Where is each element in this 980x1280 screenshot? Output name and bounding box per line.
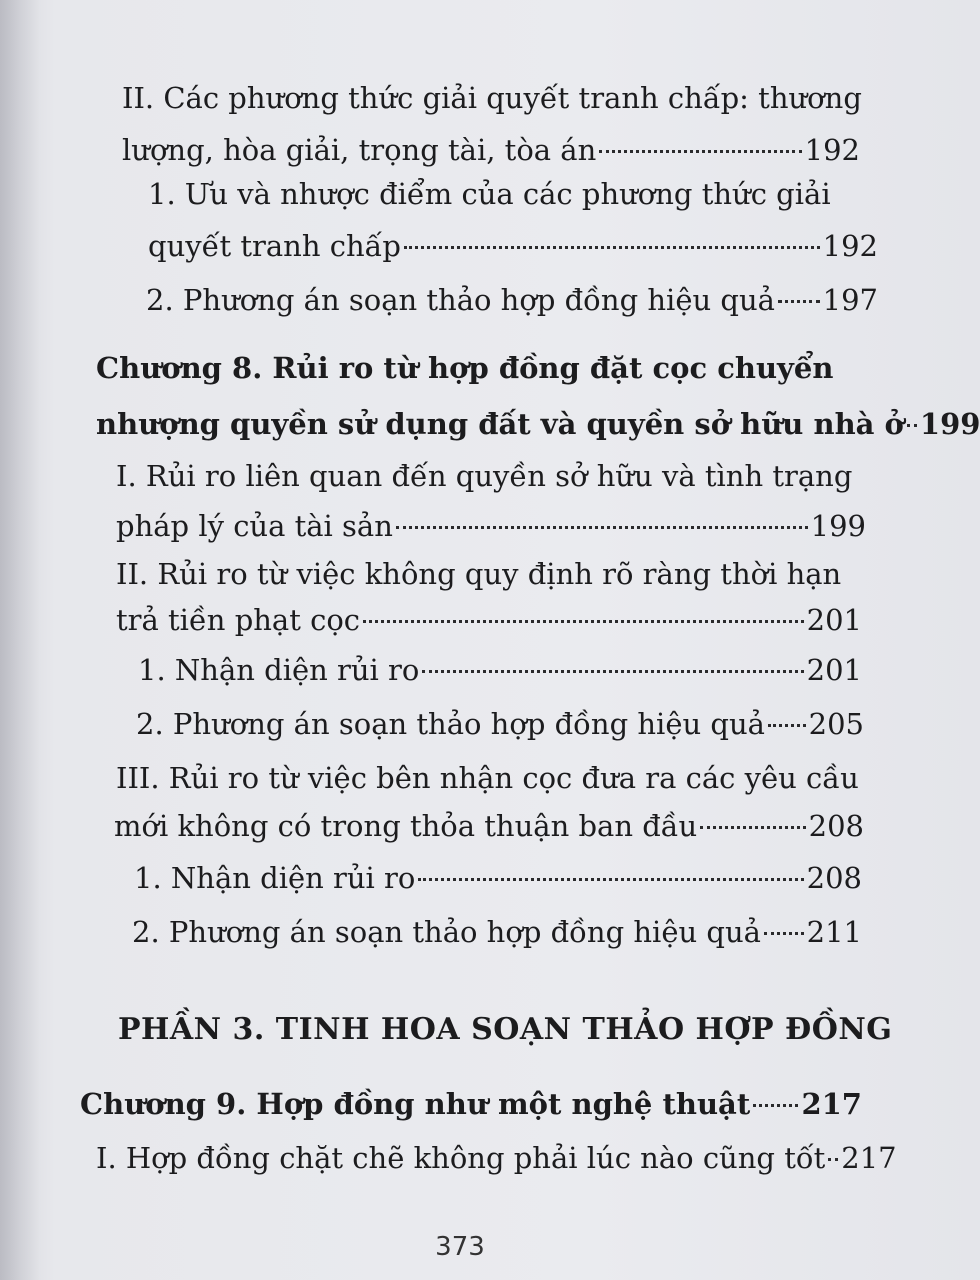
toc-entry-text: II. Rủi ro từ việc không quy định rõ ràng thời hạn	[116, 557, 842, 591]
toc-entry	[136, 706, 864, 742]
toc-entry-text: lượng, hòa giải, trọng tài, tòa án	[122, 133, 597, 167]
part-heading: PHẦN 3. TINH HOA SOẠN THẢO HỢP ĐỒNG	[118, 1012, 893, 1047]
toc-chapter-text: Chương 8. Rủi ro từ hợp đồng đặt cọc chuyển	[96, 351, 834, 385]
toc-entry-text: 2. Phương án soạn thảo hợp đồng hiệu quả	[146, 283, 775, 317]
toc-entry-text: 2. Phương án soạn thảo hợp đồng hiệu quả	[132, 915, 761, 949]
toc-chapter-text: Chương 9. Hợp đồng như một nghệ thuật	[80, 1087, 751, 1121]
leader-dots	[396, 526, 808, 529]
toc-page-number: 201	[806, 603, 862, 637]
toc-page-number: 205	[808, 707, 864, 741]
toc-entry-text: I. Rủi ro liên quan đến quyền sở hữu và tình trạng	[116, 459, 853, 493]
toc-page-number: 199	[810, 509, 866, 543]
toc-entry	[116, 508, 866, 544]
leader-dots	[753, 1104, 798, 1107]
toc-entry	[138, 652, 862, 688]
toc-entry-text: mới không có trong thỏa thuận ban đầu	[114, 809, 698, 843]
toc-chapter	[80, 1086, 862, 1122]
leader-dots	[768, 724, 806, 727]
leader-dots	[764, 932, 804, 935]
toc-entry	[122, 132, 860, 168]
toc-entry	[148, 176, 831, 212]
toc-entry-text: 1. Nhận diện rủi ro	[138, 653, 420, 687]
leader-dots	[828, 1158, 838, 1161]
leader-dots	[599, 150, 801, 153]
toc-entry	[116, 602, 862, 638]
toc-entry	[116, 760, 859, 796]
toc-page-number: 201	[806, 653, 862, 687]
toc-page-number: 199	[919, 407, 980, 441]
toc-entry	[148, 228, 878, 264]
toc-entry	[116, 458, 853, 494]
toc-page-number: 217	[801, 1087, 862, 1121]
toc-entry-text: trả tiền phạt cọc	[116, 603, 361, 637]
leader-dots	[363, 620, 804, 623]
toc-entry-text: quyết tranh chấp	[148, 229, 401, 263]
toc-entry-text: 1. Ưu và nhược điểm của các phương thức giải	[148, 177, 831, 211]
toc-chapter	[96, 350, 834, 386]
toc-entry	[96, 1140, 897, 1176]
toc-page-number: 211	[806, 915, 862, 949]
page-number: 373	[435, 1232, 485, 1262]
page-gutter-shadow	[0, 0, 40, 1280]
toc-entry	[146, 282, 878, 318]
toc-entry-text: pháp lý của tài sản	[116, 509, 393, 543]
toc-page-number: 197	[822, 283, 878, 317]
toc-entry-text: I. Hợp đồng chặt chẽ không phải lúc nào cũng tốt	[96, 1141, 826, 1175]
leader-dots	[418, 878, 803, 881]
leader-dots	[422, 670, 803, 673]
toc-page-number: 208	[806, 861, 862, 895]
leader-dots	[907, 424, 917, 427]
toc-page-number: 208	[808, 809, 864, 843]
toc-entry	[114, 808, 864, 844]
toc-entry-text: 1. Nhận diện rủi ro	[134, 861, 416, 895]
toc-entry	[134, 860, 862, 896]
toc-entry	[132, 914, 862, 950]
toc-entry-text: II. Các phương thức giải quyết tranh chấp: thương	[122, 81, 862, 115]
leader-dots	[404, 246, 820, 249]
toc-chapter	[96, 406, 980, 442]
leader-dots	[700, 826, 805, 829]
toc-entry	[116, 556, 842, 592]
toc-page-number: 217	[841, 1141, 897, 1175]
toc-chapter-text: nhượng quyền sử dụng đất và quyền sở hữu nhà ở	[96, 407, 904, 441]
toc-entry-text: III. Rủi ro từ việc bên nhận cọc đưa ra các yêu cầu	[116, 761, 859, 795]
toc-page-number: 192	[822, 229, 878, 263]
toc-entry-text: 2. Phương án soạn thảo hợp đồng hiệu quả	[136, 707, 765, 741]
leader-dots	[778, 300, 820, 303]
toc-page-number: 192	[804, 133, 860, 167]
toc-entry	[122, 80, 862, 116]
